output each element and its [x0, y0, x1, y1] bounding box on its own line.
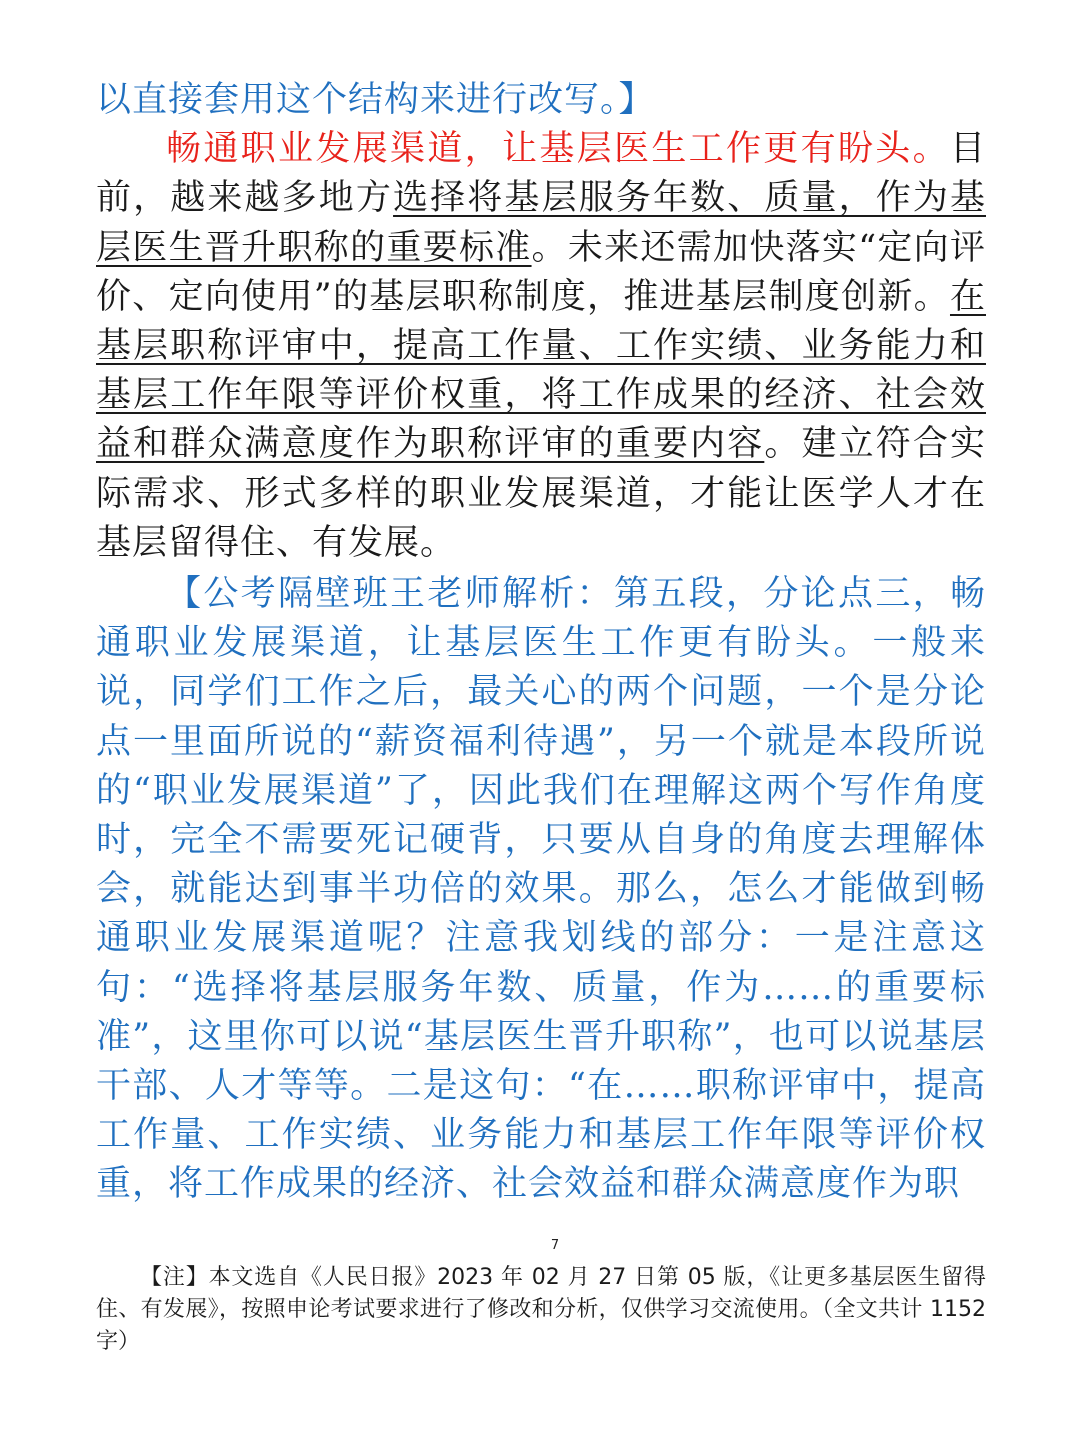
underlined-phrase-2: 在基层职称评审中，提高工作量、工作实绩、业务能力和基层工作年限等评价权重，将工作成果的经济、社会效益和群众满意度作为职称评审的重要内容: [96, 276, 986, 465]
paragraph-text-2: 。未来还需加快落实“定向评价、定向使用”的基层职称制度，推进基层制度创新。: [96, 227, 986, 317]
main-text-block: [96, 76, 986, 1210]
body-paragraph: [96, 125, 986, 568]
underlined-phrase-1: 选择将基层服务年数、质量，作为基层医生晋升职称的重要标准: [96, 178, 986, 268]
analysis-paragraph: 【公考隔壁班王老师解析：第五段，分论点三，畅通职业发展渠道，让基层医生工作更有盼头。一般来说，同学们工作之后，最关心的两个问题，一个是分论点一里面所说的“薪资福利待遇”，另一个就是本段所说的“职业发展渠道”了，因此我们在理解这两个写作角度时，完全不需要死记硬背，只要从自身的角度去理解体会，就能达到事半功倍的效果。那么，怎么才能做到畅通职业发展渠道呢？注意我划线的部分：一是注意这句：“选择将基层服务年数、质量，作为……的重要标准”，这里你可以说“基层医生晋升职称”，也可以说基层干部、人才等等。二是这句：“在……职称评审中，提高工作量、工作实绩、业务能力和基层工作年限等评价权重，将工作成果的经济、社会效益和群众满意度作为职: [96, 574, 986, 1205]
red-heading-sentence: 畅通职业发展渠道，让基层医生工作更有盼头。: [166, 129, 950, 170]
intro-line: 以直接套用这个结构来进行改写。】: [96, 80, 655, 120]
paragraph-text-1: 目前，越来越多地方: [96, 129, 986, 219]
footnote: 【注】本文选自《人民日报》2023 年 02 月 27 日第 05 版，《让更多基层医生留得住、有发展》，按照申论考试要求进行了修改和分析，仅供学习交流使用。（全文共计 1152 字）: [96, 1265, 986, 1354]
paragraph-text-3: 。建立符合实际需求、形式多样的职业发展渠道，才能让医学人才在基层留得住、有发展。: [96, 424, 986, 563]
page-number: 7: [550, 1238, 560, 1253]
